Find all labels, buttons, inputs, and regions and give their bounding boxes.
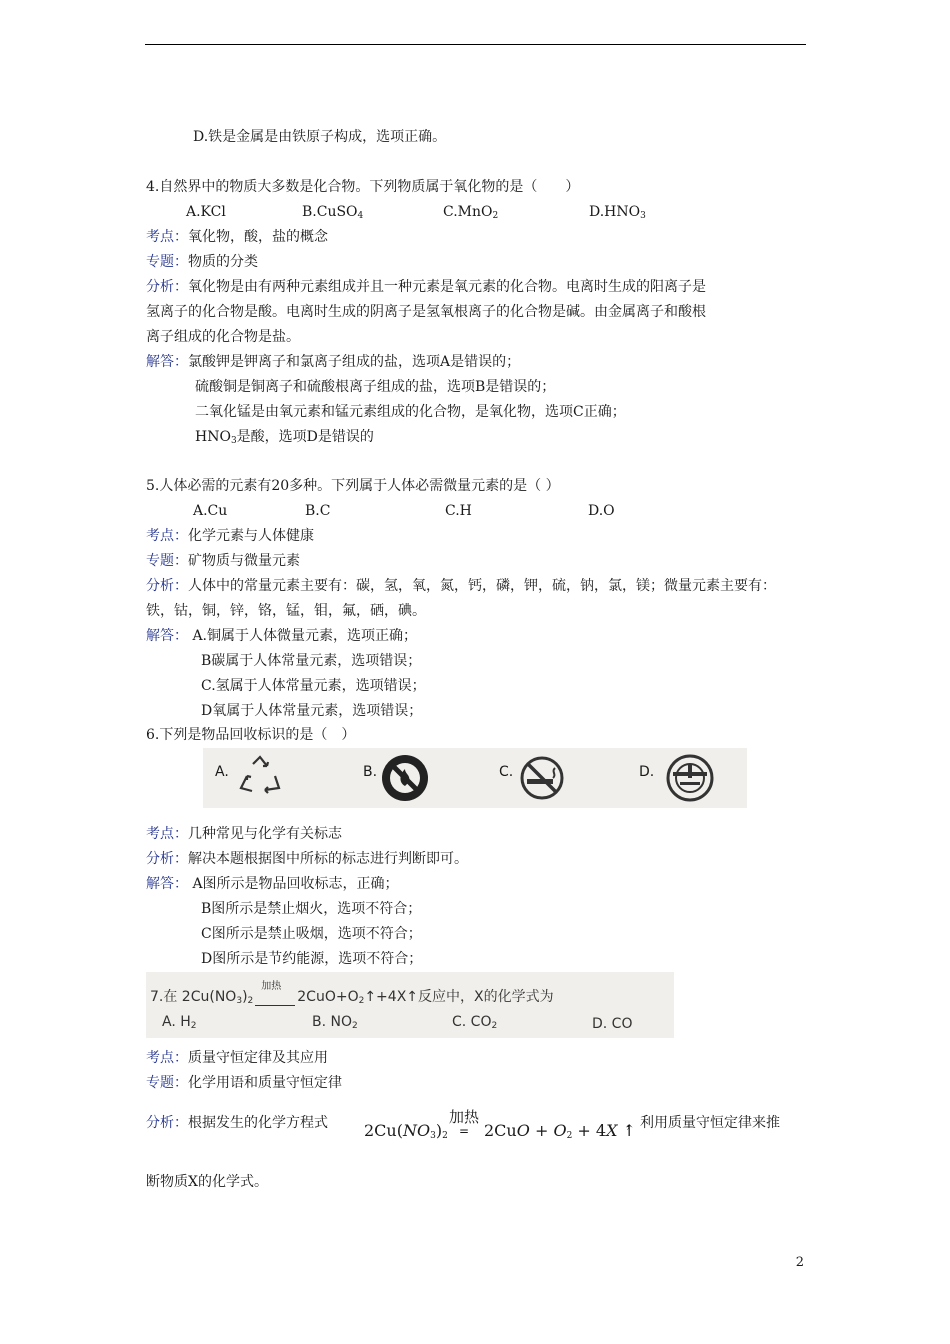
energy-saving-icon (663, 752, 717, 804)
q5-option-d: D.O (588, 503, 615, 519)
q4-jieda-line3: 二氧化锰是由氧元素和锰元素组成的化合物，是氧化物，选项C正确； (195, 404, 626, 420)
q4-fenxi-line2: 氢离子的化合物是酸。电离时生成的阴离子是氢氧根离子的化合物是碱。由金属离子和酸根 (146, 304, 706, 320)
q6-symbols-image (203, 748, 747, 808)
q7-fenxi-line2: 断物质X的化学式。 (146, 1174, 268, 1190)
q4-stem: 4.自然界中的物质大多数是化合物。下列物质属于氧化物的是（ ） (146, 179, 580, 195)
q7-image-option-c: C. $CO_2$ (452, 1014, 498, 1031)
q7-equation-equals: = (459, 1124, 470, 1138)
q5-option-a: A.Cu (193, 503, 228, 519)
q7-equation-products: $2CuO + O_2 + 4X$ ↑ (484, 1121, 636, 1141)
q5-jieda: 解答： A.铜属于人体微量元素，选项正确； (146, 628, 418, 644)
q7-fenxi-tail: ，利用质量守恒定律来推 (626, 1115, 780, 1131)
q5-stem: 5.人体必需的元素有20多种。下列属于人体必需微量元素的是（ ） (146, 478, 560, 494)
q6-stem: 6.下列是物品回收标识的是（ ） (146, 727, 356, 743)
page-number: 2 (795, 1255, 804, 1270)
q6-jieda-line3: C图所示是禁止吸烟，选项不符合； (201, 926, 422, 942)
q7-kaodian: 考点：质量守恒定律及其应用 (146, 1050, 328, 1066)
q5-option-b: B.C (305, 503, 331, 519)
q6-jieda: 解答： A图所示是物品回收标志，正确； (146, 876, 399, 892)
q7-equation: $2Cu(NO_3)_2$ (364, 1121, 448, 1141)
q7-image-option-b: B. $NO_2$ (312, 1014, 358, 1031)
q5-option-c: C.H (445, 503, 472, 519)
q4-option-a: A.KCl (186, 204, 226, 220)
symbol-c-label: C. (499, 764, 514, 780)
q6-kaodian: 考点：几种常见与化学有关标志 (146, 826, 342, 842)
q4-jieda-line4: $HNO_3$是酸，选项D是错误的 (195, 429, 374, 446)
q7-image-option-a: A. $H_2$ (162, 1014, 197, 1031)
symbol-d-label: D. (639, 764, 655, 780)
q4-fenxi-line3: 离子组成的化合物是盐。 (146, 329, 300, 345)
symbol-a-label: A. (215, 764, 229, 780)
q5-fenxi-line2: 铁，钴，铜，锌，铬，锰，钼，氟，硒，碘。 (146, 603, 426, 619)
q7-stem-image (146, 972, 674, 1038)
q7-equation-condition: 加热 (449, 1108, 480, 1126)
q4-fenxi: 分析：氧化物是由有两种元素组成并且一种元素是氧元素的化合物。电离时生成的阳离子是 (146, 279, 706, 295)
header-rule (145, 44, 806, 45)
q5-jieda-line4: D氧属于人体常量元素，选项错误； (201, 703, 423, 719)
q4-option-d: $D.HNO_3$ (589, 204, 646, 221)
q6-jieda-line2: B图所示是禁止烟火，选项不符合； (201, 901, 422, 917)
q5-zhuanti: 专题：矿物质与微量元素 (146, 553, 300, 569)
q5-fenxi: 分析：人体中的常量元素主要有：碳，氢，氧，氮，钙，磷，钾，硫，钠，氯，镁；微量元素主要有： (146, 578, 776, 594)
q7-fenxi: 分析：根据发生的化学方程式 (146, 1115, 328, 1131)
q5-jieda-line2: B碳属于人体常量元素，选项错误； (201, 653, 422, 669)
q4-jieda: 解答：氯酸钾是钾离子和氯离子组成的盐，选项A是错误的； (146, 354, 521, 370)
q6-jieda-line4: D图所示是节约能源，选项不符合； (201, 951, 423, 967)
symbol-b-label: B. (363, 764, 378, 780)
q7-image-stem: 7.在 $2Cu(NO_3)_2$ 加热 $2CuO+O_2↑+4X↑$反应中，X的化学式为 (150, 981, 554, 1006)
q3-option-d: D.铁是金属是由铁原子构成，选项正确。 (193, 129, 447, 145)
q4-jieda-line2: 硫酸铜是铜离子和硫酸根离子组成的盐，选项B是错误的； (195, 379, 556, 395)
q4-kaodian: 考点：氧化物，酸，盐的概念 (146, 229, 328, 245)
q4-option-b: B.CuSO$_4$ (302, 204, 364, 221)
q5-kaodian: 考点：化学元素与人体健康 (146, 528, 314, 544)
no-smoking-icon (517, 754, 567, 802)
q7-image-option-d: D. CO (592, 1016, 633, 1032)
q4-zhuanti: 专题：物质的分类 (146, 254, 258, 270)
no-fire-icon (378, 752, 432, 804)
q4-option-c: C.MnO$_2$ (443, 204, 499, 221)
q5-jieda-line3: C.氢属于人体常量元素，选项错误； (201, 678, 426, 694)
q7-zhuanti: 专题：化学用语和质量守恒定律 (146, 1075, 342, 1091)
q6-fenxi: 分析：解决本题根据图中所标的标志进行判断即可。 (146, 851, 468, 867)
recycle-icon (235, 754, 285, 800)
